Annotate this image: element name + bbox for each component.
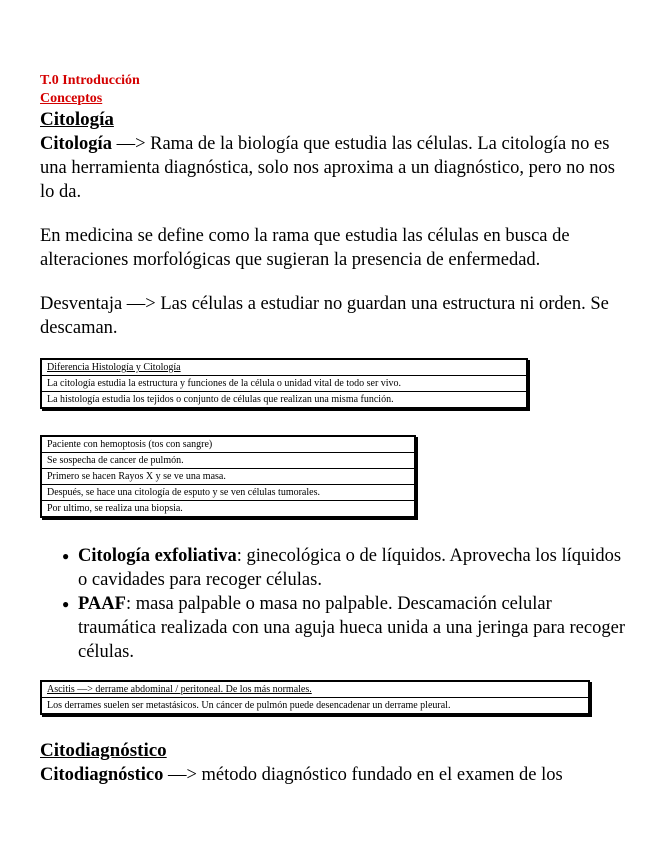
caso-clinico-row: Se sospecha de cancer de pulmón.	[42, 453, 414, 469]
diferencia-box	[40, 358, 528, 409]
ascitis-box	[40, 680, 590, 715]
document-subtitle: Conceptos	[40, 91, 103, 106]
caso-clinico-row: Primero se hacen Rayos X y se ve una masa.	[42, 469, 414, 485]
ascitis-box-heading: Ascitis —> derrame abdominal / peritoneal. De los más normales.	[42, 682, 588, 698]
caso-clinico-row: Paciente con hemoptosis (tos con sangre)	[42, 437, 414, 453]
list-item-term: Citología exfoliativa	[78, 546, 237, 566]
list-item-text: : ginecológica o de líquidos. Aprovecha los líquidos o cavidades para recoger células.	[78, 546, 622, 590]
citodiagnostico-definition-text: —> método diagnóstico fundado en el examen de los	[163, 765, 563, 785]
list-item	[62, 544, 630, 592]
section-heading-citologia: Citología	[40, 109, 114, 130]
document-page	[40, 72, 630, 787]
medicina-paragraph: En medicina se define como la rama que estudia las células en busca de alteraciones morfológicas que sugieran la presencia de enfermedad.	[40, 226, 570, 270]
document-title: T.0 Introducción	[40, 73, 140, 88]
diferencia-box-row: La citología estudia la estructura y funciones de la célula o unidad vital de todo ser vivo.	[42, 376, 526, 392]
citodiagnostico-term: Citodiagnóstico	[40, 765, 164, 785]
diferencia-box-row: La histología estudia los tejidos o conjunto de células que realizan una misma función.	[47, 394, 394, 405]
caso-clinico-box	[40, 435, 416, 518]
list-item-text: : masa palpable o masa no palpable. Descamación celular traumática realizada con una aguja hueca unida a una jeringa para recoger células.	[78, 594, 625, 662]
list-item-term: PAAF	[78, 594, 126, 614]
citodiagnostico-definition	[40, 763, 630, 787]
caso-clinico-row: Después, se hace una citología de esputo y se ven células tumorales.	[42, 485, 414, 501]
citologia-term: Citología	[40, 134, 112, 154]
ascitis-box-row: Los derrames suelen ser metastásicos. Un cáncer de pulmón puede desencadenar un derrame pleural.	[47, 700, 451, 711]
caso-clinico-row: Por ultimo, se realiza una biopsia.	[47, 503, 183, 514]
diferencia-box-heading: Diferencia Histología y Citología	[42, 360, 526, 376]
tipos-citologia-list	[40, 544, 630, 664]
citologia-definition-text: —> Rama de la biología que estudia las células. La citología no es una herramienta diagnóstica, solo nos aproxima a un diagnóstico, pero no nos lo da.	[40, 134, 615, 202]
citologia-definition	[40, 132, 630, 204]
list-item	[62, 592, 630, 664]
section-heading-citodiagnostico: Citodiagnóstico	[40, 740, 167, 761]
desventaja-paragraph: Desventaja —> Las células a estudiar no guardan una estructura ni orden. Se descaman.	[40, 294, 609, 338]
